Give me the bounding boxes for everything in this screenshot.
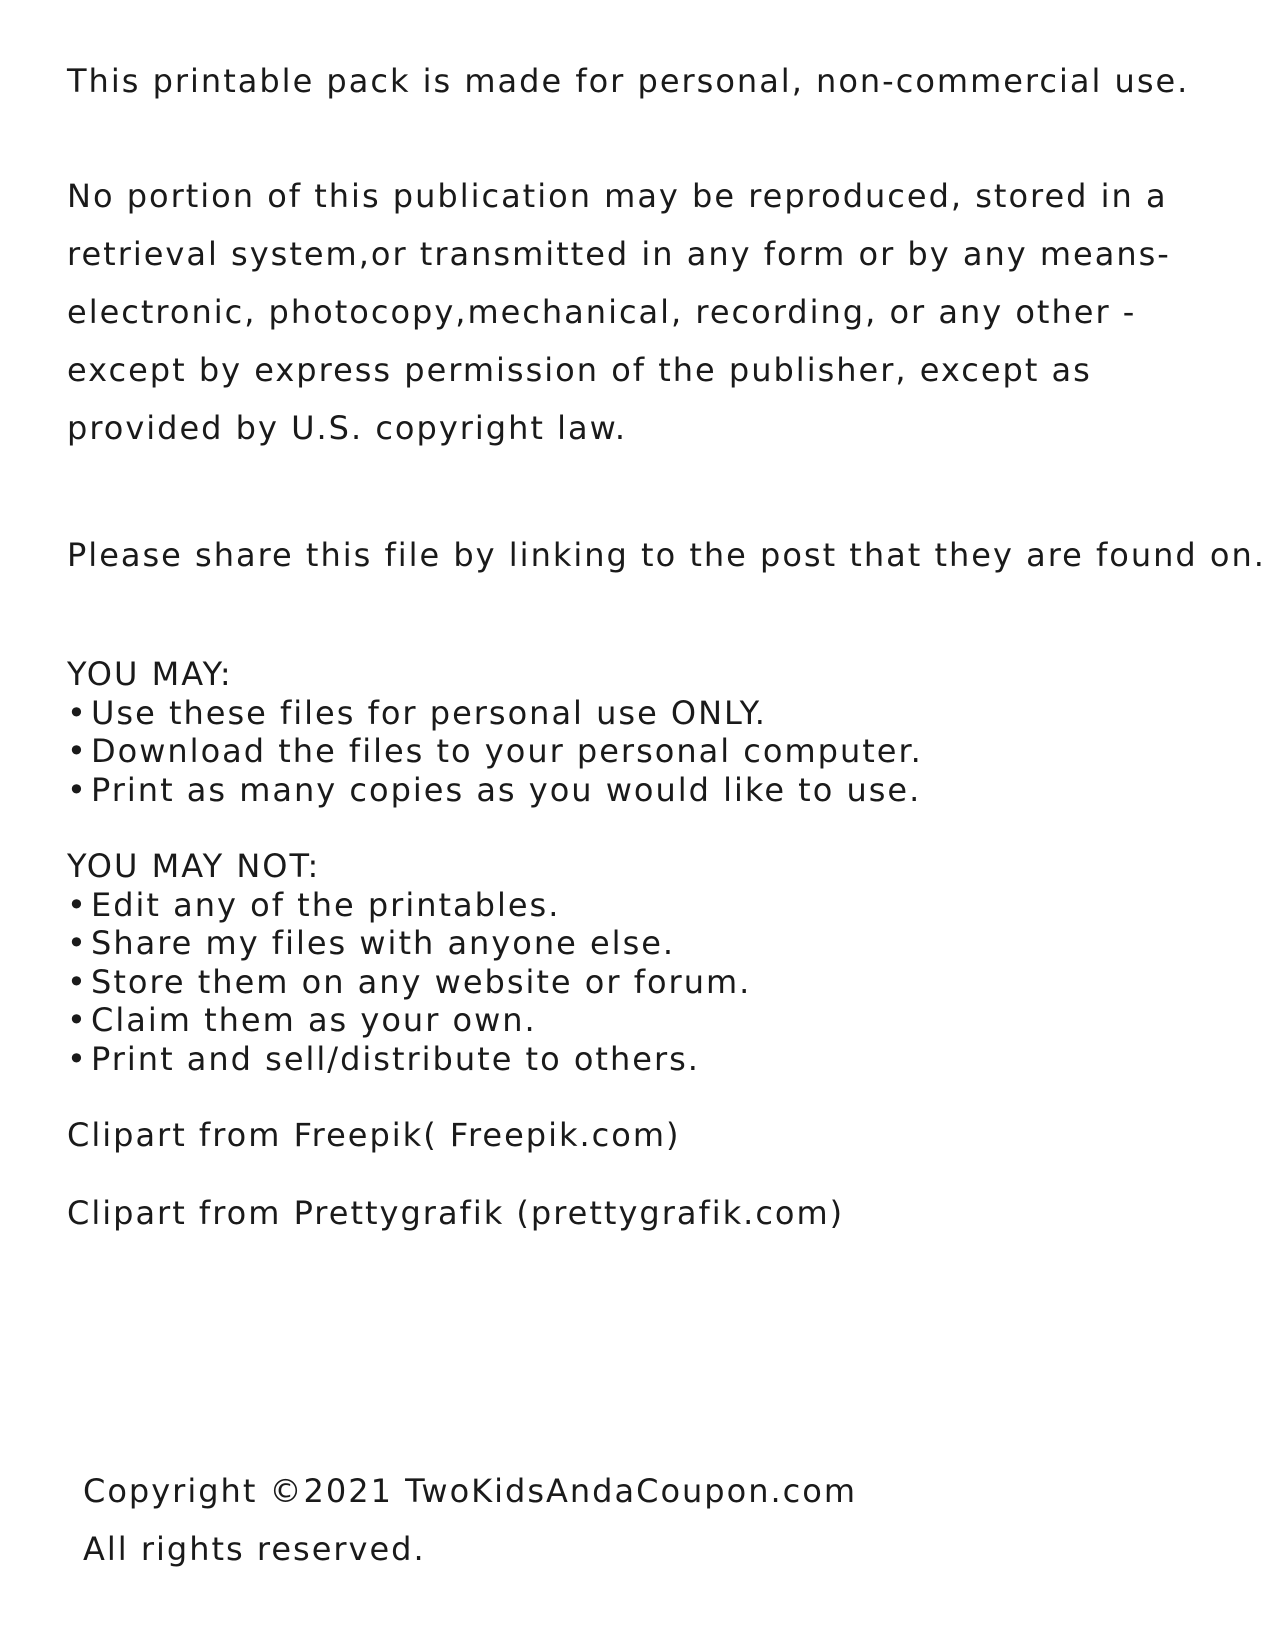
credit-prettygrafik: Clipart from Prettygrafik (prettygrafik.com) bbox=[67, 1194, 845, 1232]
credit-freepik: Clipart from Freepik( Freepik.com) bbox=[67, 1116, 681, 1154]
list-item: •Edit any of the printables. bbox=[67, 885, 561, 924]
copyright-line: Copyright ©2021 TwoKidsAndaCoupon.com bbox=[83, 1472, 857, 1510]
copyright-notice-paragraph bbox=[67, 167, 1171, 457]
notice-line: electronic, photocopy,mechanical, recording, or any other - bbox=[67, 293, 1137, 331]
bullet-icon: • bbox=[67, 924, 88, 962]
you-may-not-section bbox=[67, 847, 751, 1078]
list-item: •Download the files to your personal computer. bbox=[67, 732, 923, 770]
intro-text: This printable pack is made for personal, non-commercial use. bbox=[67, 62, 1190, 100]
list-item: •Print as many copies as you would like to use. bbox=[67, 770, 922, 809]
list-item: •Print and sell/distribute to others. bbox=[67, 1039, 700, 1078]
notice-line: No portion of this publication may be reproduced, stored in a bbox=[67, 177, 1168, 215]
you-may-section bbox=[67, 655, 923, 809]
list-item: •Share my files with anyone else. bbox=[67, 924, 676, 962]
bullet-icon: • bbox=[67, 885, 88, 924]
bullet-icon: • bbox=[67, 1039, 88, 1078]
share-note: Please share this file by linking to the post that they are found on. bbox=[67, 536, 1266, 574]
bullet-icon: • bbox=[67, 770, 88, 809]
bullet-icon: • bbox=[67, 962, 88, 1001]
bullet-icon: • bbox=[67, 693, 88, 732]
bullet-icon: • bbox=[67, 1001, 88, 1039]
rights-line: All rights reserved. bbox=[83, 1530, 426, 1568]
list-item: •Store them on any website or forum. bbox=[67, 962, 752, 1001]
you-may-not-heading: YOU MAY NOT: bbox=[67, 847, 321, 885]
notice-line: except by express permission of the publisher, except as bbox=[67, 351, 1092, 389]
notice-line: retrieval system,or transmitted in any form or by any means- bbox=[67, 235, 1171, 273]
you-may-heading: YOU MAY: bbox=[67, 655, 233, 693]
list-item: •Claim them as your own. bbox=[67, 1001, 537, 1039]
copyright-footer bbox=[83, 1462, 857, 1578]
bullet-icon: • bbox=[67, 732, 88, 770]
list-item: •Use these files for personal use ONLY. bbox=[67, 693, 767, 732]
notice-line: provided by U.S. copyright law. bbox=[67, 409, 628, 447]
